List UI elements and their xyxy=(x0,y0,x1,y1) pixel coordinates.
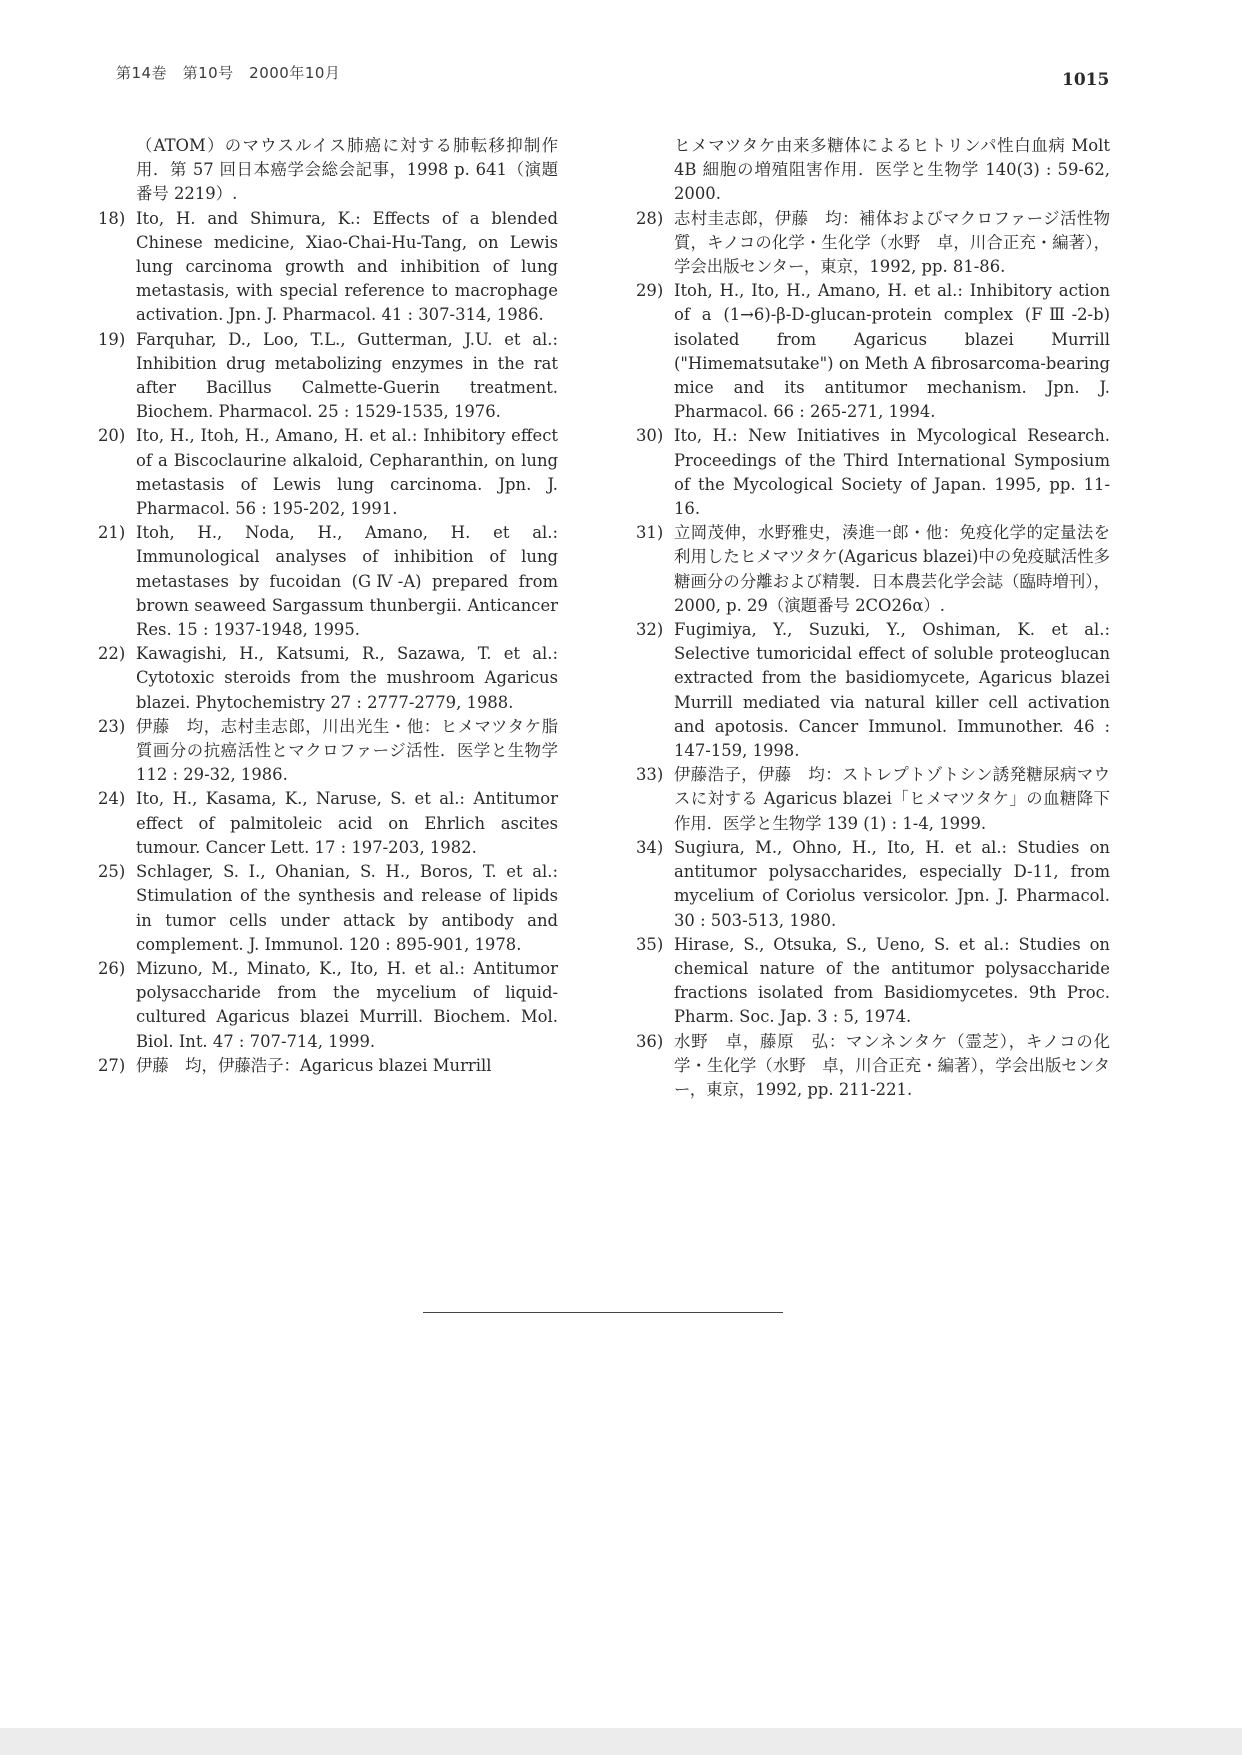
reference-item xyxy=(98,642,558,715)
reference-item xyxy=(636,207,1110,280)
reference-number: 25) xyxy=(98,862,126,882)
reference-item xyxy=(636,836,1110,933)
reference-text: Ito, H.: New Initiatives in Mycological Research. Proceedings of the Third International Symposium of the Mycological Society of Japan. 1995, pp. 11-16. xyxy=(674,426,1110,519)
reference-item xyxy=(98,521,558,642)
reference-item xyxy=(636,424,1110,521)
reference-item xyxy=(636,134,1110,207)
reference-item xyxy=(636,521,1110,618)
reference-item xyxy=(98,207,558,328)
reference-item xyxy=(98,328,558,425)
reference-number: 21) xyxy=(98,523,126,543)
reference-item xyxy=(636,618,1110,763)
reference-number: 19) xyxy=(98,329,126,349)
reference-text: Kawagishi, H., Katsumi, R., Sazawa, T. et al.: Cytotoxic steroids from the mushroom Agaricus blazei. Phytochemistry 27 : 2777-2779, 1988. xyxy=(136,644,558,712)
end-rule xyxy=(423,1312,783,1313)
reference-number: 20) xyxy=(98,426,126,446)
reference-number: 28) xyxy=(636,208,664,228)
reference-item xyxy=(98,424,558,521)
reference-text: （ATOM）のマウスルイス肺癌に対する肺転移抑制作用．第 57 回日本癌学会総会記事，1998 p. 641（演題番号 2219）. xyxy=(136,136,558,204)
reference-text: 立岡茂伸，水野雅史，湊進一郎・他：免疫化学的定量法を利用したヒメマツタケ(Agaricus blazei)中の免疫賦活性多糖画分の分離および精製．日本農芸化学会誌（臨時増刊），2000, p. 29（演題番号 2CO26α）. xyxy=(674,523,1110,615)
reference-number: 23) xyxy=(98,716,126,736)
page-number: 1015 xyxy=(1062,70,1110,90)
reference-text: 伊藤浩子，伊藤 均：ストレプトゾトシン誘発糖尿病マウスに対する Agaricus blazei「ヒメマツタケ」の血糖降下作用．医学と生物学 139 (1) : 1-4, 1999. xyxy=(674,765,1110,833)
reference-text: Mizuno, M., Minato, K., Ito, H. et al.: Antitumor polysaccharide from the mycelium of liquid-cultured Agaricus blazei Murrill. Biochem. Mol. Biol. Int. 47 : 707-714, 1999. xyxy=(136,958,558,1051)
reference-text: 伊藤 均，志村圭志郎，川出光生・他：ヒメマツタケ脂質画分の抗癌活性とマクロファージ活性．医学と生物学 112 : 29-32, 1986. xyxy=(136,716,558,785)
reference-item xyxy=(98,134,558,207)
reference-item xyxy=(98,715,558,788)
reference-number: 36) xyxy=(636,1031,664,1051)
journal-header: 第14巻 第10号 2000年10月 xyxy=(116,64,341,82)
references-right-column xyxy=(636,134,1110,1102)
reference-number: 22) xyxy=(98,644,126,664)
reference-number: 27) xyxy=(98,1055,126,1075)
reference-number: 30) xyxy=(636,426,664,446)
reference-item xyxy=(636,279,1110,424)
reference-text: Ito, H. and Shimura, K.: Effects of a blended Chinese medicine, Xiao-Chai-Hu-Tang, on Lewis lung carcinoma growth and inhibition of lung metastasis, with special reference to macrophage activation. Jpn. J. Pharmacol. 41 : 307-314, 1986. xyxy=(136,208,558,325)
reference-text: Sugiura, M., Ohno, H., Ito, H. et al.: Studies on antitumor polysaccharides, especially D-11, from mycelium of Coriolus versicolor. Jpn. J. Pharmacol. 30 : 503-513, 1980. xyxy=(674,837,1110,930)
reference-item xyxy=(636,1030,1110,1103)
reference-text: Farquhar, D., Loo, T.L., Gutterman, J.U. et al.: Inhibition drug metabolizing enzymes in the rat after Bacillus Calmette-Guerin treatment. Biochem. Pharmacol. 25 : 1529-1535, 1976. xyxy=(136,329,558,422)
reference-text: Itoh, H., Ito, H., Amano, H. et al.: Inhibitory action of a (1→6)-β-D-glucan-protein complex (FⅢ-2-b) isolated from Agaricus blazei Murrill ("Himematsutake") on Meth A fibrosarcoma-bearing mice and its antitumor mechanism. Jpn. J. Pharmacol. 66 : 265-271, 1994. xyxy=(674,281,1110,422)
reference-number: 32) xyxy=(636,620,664,640)
reference-text: Itoh, H., Noda, H., Amano, H. et al.: Immunological analyses of inhibition of lung metastases by fucoidan (GⅣ-A) prepared from brown seaweed Sargassum thunbergii. Anticancer Res. 15 : 1937-1948, 1995. xyxy=(136,523,558,640)
reference-item xyxy=(636,933,1110,1030)
reference-item xyxy=(98,860,558,957)
reference-item xyxy=(98,1054,558,1078)
reference-number: 35) xyxy=(636,934,664,954)
reference-number: 31) xyxy=(636,523,664,543)
reference-text: Ito, H., Itoh, H., Amano, H. et al.: Inhibitory effect of a Biscoclaurine alkaloid, Cepharanthin, on lung metastasis of Lewis lung carcinoma. Jpn. J. Pharmacol. 56 : 195-202, 1991. xyxy=(136,426,558,519)
reference-text: 志村圭志郎，伊藤 均：補体およびマクロファージ活性物質，キノコの化学・生化学（水野 卓，川合正充・編著），学会出版センター，東京，1992, pp. 81-86. xyxy=(674,208,1110,277)
reference-text: 水野 卓，藤原 弘：マンネンタケ（霊芝），キノコの化学・生化学（水野 卓，川合正充・編著），学会出版センター，東京，1992, pp. 211-221. xyxy=(674,1031,1110,1099)
reference-text: Ito, H., Kasama, K., Naruse, S. et al.: Antitumor effect of palmitoleic acid on Ehrlich ascites tumour. Cancer Lett. 17 : 197-203, 1982. xyxy=(136,789,558,857)
references-left-column xyxy=(98,134,558,1078)
reference-text: Hirase, S., Otsuka, S., Ueno, S. et al.: Studies on chemical nature of the antitumor polysaccharide fractions isolated from Basidiomycetes. 9th Proc. Pharm. Soc. Jap. 3 : 5, 1974. xyxy=(674,934,1110,1027)
scan-edge xyxy=(0,1728,1242,1755)
reference-text: ヒメマツタケ由来多糖体によるヒトリンパ性白血病 Molt 4B 細胞の増殖阻害作用．医学と生物学 140(3) : 59-62, 2000. xyxy=(674,136,1110,204)
reference-item xyxy=(98,957,558,1054)
reference-number: 29) xyxy=(636,281,664,301)
reference-number: 24) xyxy=(98,789,126,809)
reference-item xyxy=(636,763,1110,836)
reference-number: 33) xyxy=(636,765,664,785)
reference-text: Fugimiya, Y., Suzuki, Y., Oshiman, K. et al.: Selective tumoricidal effect of soluble proteoglucan extracted from the basidiomycete, Agaricus blazei Murrill mediated via natural killer cell activation and apotosis. Cancer Immunol. Immunother. 46 : 147-159, 1998. xyxy=(674,620,1110,761)
reference-number: 18) xyxy=(98,208,126,228)
reference-number: 34) xyxy=(636,837,664,857)
reference-text: Schlager, S. I., Ohanian, S. H., Boros, T. et al.: Stimulation of the synthesis and release of lipids in tumor cells under attack by antibody and complement. J. Immunol. 120 : 895-901, 1978. xyxy=(136,862,558,954)
reference-text: 伊藤 均，伊藤浩子：Agaricus blazei Murrill xyxy=(136,1055,492,1075)
reference-item xyxy=(98,787,558,860)
reference-number: 26) xyxy=(98,958,126,978)
